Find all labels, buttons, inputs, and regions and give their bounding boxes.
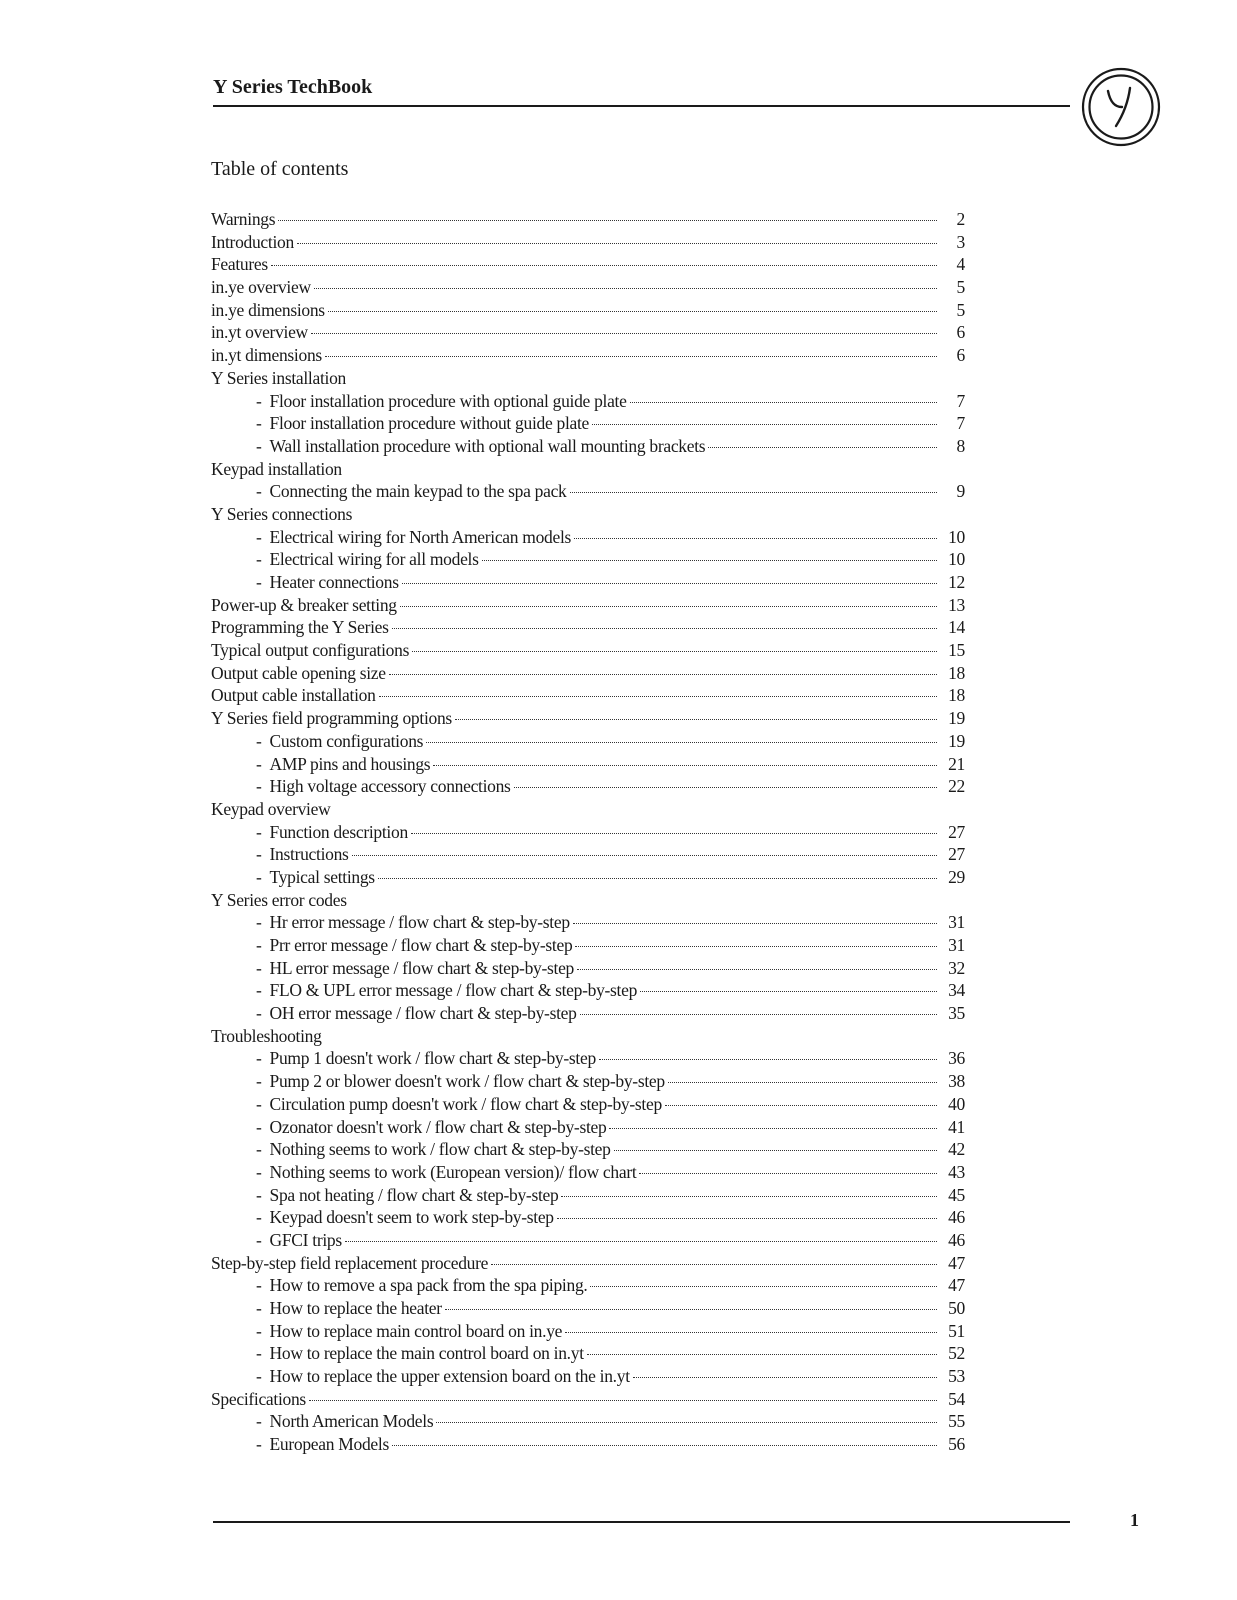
toc-entry-page: 52 <box>948 1343 965 1364</box>
toc-subentry[interactable] <box>211 1230 969 1253</box>
toc-subentry[interactable] <box>211 754 969 777</box>
toc-entry-title: - Nothing seems to work (European version)/ flow chart <box>256 1162 636 1183</box>
toc-entry-title: Features <box>211 254 268 275</box>
dot-leader <box>412 651 937 652</box>
toc-entry-page: 10 <box>948 526 965 547</box>
dot-leader <box>311 333 937 334</box>
dot-leader <box>561 1196 937 1197</box>
dot-leader <box>570 492 938 493</box>
toc-subentry[interactable] <box>211 822 969 845</box>
toc-entry-page: 27 <box>948 844 965 865</box>
toc-entry-title: Warnings <box>211 209 276 229</box>
dot-leader <box>400 606 937 607</box>
toc-entry-title: - European Models <box>256 1434 389 1455</box>
toc-entry-page: 54 <box>948 1388 965 1409</box>
toc-entry-title: in.yt overview <box>211 322 308 343</box>
dot-leader <box>665 1105 937 1106</box>
toc-subentry[interactable] <box>211 867 969 890</box>
toc-entry-title: - HL error message / flow chart & step-by-step <box>256 958 574 979</box>
dot-leader <box>325 356 937 357</box>
toc-subentry[interactable] <box>211 1275 969 1298</box>
toc-subentry[interactable] <box>211 1411 969 1434</box>
toc-entry-title: - How to replace main control board on in.ye <box>256 1321 562 1342</box>
toc-entry-title: - Spa not heating / flow chart & step-by-step <box>256 1185 558 1206</box>
toc-entry[interactable] <box>211 277 969 300</box>
toc-entry-title: - Circulation pump doesn't work / flow chart & step-by-step <box>256 1094 662 1115</box>
toc-entry-title: - Function description <box>256 822 408 843</box>
dot-leader <box>639 1173 937 1174</box>
toc-entry-title: - Floor installation procedure without guide plate <box>256 413 589 434</box>
toc-entry[interactable] <box>211 254 969 277</box>
toc-entry-title: - Keypad doesn't seem to work step-by-step <box>256 1207 554 1228</box>
toc-entry-title: - High voltage accessory connections <box>256 776 511 797</box>
dot-leader <box>599 1059 937 1060</box>
toc-entry-page: 43 <box>948 1161 965 1182</box>
toc-entry[interactable] <box>211 345 969 368</box>
toc-subentry[interactable] <box>211 1343 969 1366</box>
toc-subentry[interactable] <box>211 1321 969 1344</box>
dot-leader <box>565 1332 937 1333</box>
dot-leader <box>491 1264 937 1265</box>
toc-entry-title: Y Series error codes <box>211 889 347 910</box>
toc-entry-page: 14 <box>948 617 965 638</box>
toc-entry[interactable] <box>211 595 969 618</box>
toc-entry-page: 51 <box>948 1320 965 1341</box>
toc-entry[interactable] <box>211 640 969 663</box>
toc-entry-page: 56 <box>948 1434 965 1455</box>
toc-entry-page: 19 <box>948 730 965 751</box>
toc-subentry[interactable] <box>211 413 969 436</box>
dot-leader <box>378 878 937 879</box>
toc-entry-page: 5 <box>956 277 965 298</box>
dot-leader <box>309 1400 937 1401</box>
toc-entry-title: - How to remove a spa pack from the spa piping. <box>256 1275 587 1296</box>
toc-entry[interactable] <box>211 1253 969 1276</box>
toc-entry-title: - FLO & UPL error message / flow chart & step-by-step <box>256 980 637 1001</box>
toc-entry[interactable] <box>211 459 969 482</box>
dot-leader <box>278 220 937 221</box>
toc-entry-title: - How to replace the heater <box>256 1298 442 1319</box>
dot-leader <box>590 1286 937 1287</box>
dot-leader <box>402 583 937 584</box>
toc-subentry[interactable] <box>211 436 969 459</box>
toc-entry-page: 19 <box>948 708 965 729</box>
toc-entry-title: - Floor installation procedure with optional guide plate <box>256 391 627 412</box>
toc-entry-title: Introduction <box>211 231 294 252</box>
toc-entry-page: 7 <box>956 413 965 434</box>
dot-leader <box>389 674 937 675</box>
toc-entry[interactable] <box>211 209 969 232</box>
dot-leader <box>708 447 937 448</box>
toc-entry-title: - GFCI trips <box>256 1230 342 1251</box>
toc-subentry[interactable] <box>211 572 969 595</box>
toc-entry-title: Keypad overview <box>211 798 331 819</box>
toc-entry-title: in.ye dimensions <box>211 299 325 320</box>
toc-entry[interactable] <box>211 799 969 822</box>
toc-entry-title: - Ozonator doesn't work / flow chart & step-by-step <box>256 1117 606 1138</box>
dot-leader <box>574 538 937 539</box>
page-number: 1 <box>1130 1510 1139 1530</box>
dot-leader <box>314 288 937 289</box>
toc-entry-title: - Nothing seems to work / flow chart & step-by-step <box>256 1139 611 1160</box>
toc-entry-page: 9 <box>956 481 965 502</box>
toc-entry-title: - North American Models <box>256 1411 433 1432</box>
toc-entry-page: 6 <box>956 345 965 366</box>
dot-leader <box>573 923 937 924</box>
toc-entry-page: 5 <box>956 299 965 320</box>
toc-entry[interactable] <box>211 232 969 255</box>
dot-leader <box>630 402 937 403</box>
toc-subentry[interactable] <box>211 935 969 958</box>
toc-entry[interactable] <box>211 617 969 640</box>
toc-entry-page: 7 <box>956 390 965 411</box>
dot-leader <box>328 311 937 312</box>
dot-leader <box>592 424 937 425</box>
toc-entry-page: 29 <box>948 866 965 887</box>
dot-leader <box>614 1150 937 1151</box>
toc-subentry[interactable] <box>211 1071 969 1094</box>
dot-leader <box>297 243 937 244</box>
toc-entry-page: 42 <box>948 1139 965 1160</box>
toc-entry-page: 27 <box>948 821 965 842</box>
toc-entry[interactable] <box>211 663 969 686</box>
toc-entry-page: 38 <box>948 1071 965 1092</box>
toc-entry-title: Y Series field programming options <box>211 708 452 729</box>
toc-entry-title: - Hr error message / flow chart & step-by-step <box>256 912 570 933</box>
dot-leader <box>482 560 937 561</box>
toc-entry-page: 45 <box>948 1184 965 1205</box>
dot-leader <box>379 696 937 697</box>
toc-entry-title: - How to replace the main control board on in.yt <box>256 1343 584 1364</box>
toc-entry[interactable] <box>211 322 969 345</box>
toc-entry-page: 41 <box>948 1116 965 1137</box>
toc-subentry[interactable] <box>211 1434 969 1457</box>
dot-leader <box>640 991 937 992</box>
toc-entry-page: 47 <box>948 1275 965 1296</box>
toc-entry-title: - Connecting the main keypad to the spa pack <box>256 481 567 502</box>
toc-subentry[interactable] <box>211 549 969 572</box>
toc-subentry[interactable] <box>211 1162 969 1185</box>
toc-entry-title: - Electrical wiring for North American models <box>256 527 571 548</box>
toc-entry-page: 35 <box>948 1003 965 1024</box>
toc-entry-title: - Electrical wiring for all models <box>256 549 479 570</box>
toc-entry-page: 18 <box>948 662 965 683</box>
dot-leader <box>557 1218 937 1219</box>
toc-entry[interactable] <box>211 1389 969 1412</box>
dot-leader <box>633 1377 937 1378</box>
dot-leader <box>609 1128 937 1129</box>
toc-entry-page: 22 <box>948 776 965 797</box>
toc-entry-title: - Pump 1 doesn't work / flow chart & step-by-step <box>256 1048 596 1069</box>
toc-entry-title: Y Series connections <box>211 503 353 524</box>
toc-entry-page: 13 <box>948 594 965 615</box>
toc-entry[interactable] <box>211 708 969 731</box>
toc-subentry[interactable] <box>211 912 969 935</box>
dot-leader <box>577 969 937 970</box>
toc-entry-title: Y Series installation <box>211 367 346 388</box>
toc-entry-page: 4 <box>956 254 965 275</box>
toc-entry-page: 31 <box>948 935 965 955</box>
toc-entry-page: 15 <box>948 640 965 661</box>
toc-entry-page: 47 <box>948 1252 965 1273</box>
dot-leader <box>433 765 937 766</box>
toc-entry-page: 3 <box>956 231 965 252</box>
dot-leader <box>436 1422 937 1423</box>
dot-leader <box>580 1014 937 1015</box>
toc-entry-title: Power-up & breaker setting <box>211 594 397 615</box>
toc-subentry[interactable] <box>211 1185 969 1208</box>
toc-entry-title: - Heater connections <box>256 572 399 593</box>
toc-entry-page: 18 <box>948 685 965 706</box>
dot-leader <box>345 1241 937 1242</box>
toc-entry[interactable] <box>211 504 969 527</box>
toc-entry-title: Troubleshooting <box>211 1025 322 1046</box>
toc-entry[interactable] <box>211 300 969 323</box>
toc-entry-page: 34 <box>948 980 965 1001</box>
toc-subentry[interactable] <box>211 1048 969 1071</box>
toc-subentry[interactable] <box>211 1139 969 1162</box>
toc-entry-title: Typical output configurations <box>211 640 410 661</box>
toc-entry-page: 31 <box>948 912 965 933</box>
header-divider <box>213 105 1070 107</box>
dot-leader <box>392 628 937 629</box>
toc-entry-page: 21 <box>948 753 965 774</box>
toc-entry-title: - Typical settings <box>256 867 375 888</box>
toc-subentry[interactable] <box>211 980 969 1003</box>
toc-entry-page: 53 <box>948 1366 965 1387</box>
toc-entry-page: 40 <box>948 1093 965 1114</box>
dot-leader <box>455 719 937 720</box>
toc-entry-page: 12 <box>948 572 965 592</box>
toc-entry[interactable] <box>211 890 969 913</box>
toc-subentry[interactable] <box>211 527 969 550</box>
toc-subentry[interactable] <box>211 481 969 504</box>
dot-leader <box>411 833 937 834</box>
toc-entry-title: - Wall installation procedure with optional wall mounting brackets <box>256 436 705 457</box>
document-title: Y Series TechBook <box>213 76 373 98</box>
toc-entry-page: 6 <box>956 322 965 343</box>
toc-entry-page: 32 <box>948 957 965 978</box>
toc-entry-title: Programming the Y Series <box>211 617 389 638</box>
toc-subentry[interactable] <box>211 1298 969 1321</box>
toc-entry-page: 10 <box>948 549 965 570</box>
dot-leader <box>668 1082 937 1083</box>
toc-subentry[interactable] <box>211 776 969 799</box>
toc-entry-title: - AMP pins and housings <box>256 754 430 775</box>
toc-entry-title: Keypad installation <box>211 458 342 479</box>
toc-entry-page: 46 <box>948 1207 965 1228</box>
toc-entry-page: 2 <box>956 209 965 229</box>
toc-subentry[interactable] <box>211 391 969 414</box>
toc-subentry[interactable] <box>211 958 969 981</box>
toc-entry-title: - How to replace the upper extension board on the in.yt <box>256 1366 630 1387</box>
table-of-contents <box>211 209 969 1457</box>
dot-leader <box>392 1445 937 1446</box>
toc-entry-title: - Pump 2 or blower doesn't work / flow chart & step-by-step <box>256 1071 665 1092</box>
toc-subentry[interactable] <box>211 1003 969 1026</box>
dot-leader <box>426 742 937 743</box>
toc-entry-title: - Custom configurations <box>256 731 423 752</box>
dot-leader <box>587 1354 937 1355</box>
toc-entry-title: in.yt dimensions <box>211 345 322 366</box>
toc-entry-title: - OH error message / flow chart & step-by-step <box>256 1003 577 1024</box>
dot-leader <box>514 787 937 788</box>
dot-leader <box>271 265 937 266</box>
toc-entry-title: - Instructions <box>256 844 349 865</box>
toc-subentry[interactable] <box>211 1207 969 1230</box>
toc-subentry[interactable] <box>211 844 969 867</box>
dot-leader <box>445 1309 937 1310</box>
toc-entry-page: 46 <box>948 1229 965 1250</box>
toc-entry-page: 50 <box>948 1298 965 1318</box>
toc-subentry[interactable] <box>211 731 969 754</box>
footer-divider <box>213 1521 1070 1523</box>
toc-entry[interactable] <box>211 1026 969 1049</box>
brand-logo-icon <box>1081 67 1161 147</box>
toc-subentry[interactable] <box>211 1094 969 1117</box>
toc-entry-title: in.ye overview <box>211 277 311 298</box>
toc-entry[interactable] <box>211 685 969 708</box>
toc-heading: Table of contents <box>211 158 349 180</box>
toc-entry-page: 8 <box>956 435 965 456</box>
toc-entry-title: Step-by-step field replacement procedure <box>211 1252 489 1273</box>
toc-entry-title: Output cable installation <box>211 685 376 706</box>
toc-entry-title: - Prr error message / flow chart & step-by-step <box>256 935 572 956</box>
toc-subentry[interactable] <box>211 1117 969 1140</box>
toc-entry-page: 36 <box>948 1048 965 1069</box>
dot-leader <box>352 855 937 856</box>
toc-entry-page: 55 <box>948 1411 965 1432</box>
toc-subentry[interactable] <box>211 1366 969 1389</box>
toc-entry-title: Output cable opening size <box>211 662 386 683</box>
toc-entry-title: Specifications <box>211 1388 306 1409</box>
dot-leader <box>575 946 937 947</box>
toc-entry[interactable] <box>211 368 969 391</box>
